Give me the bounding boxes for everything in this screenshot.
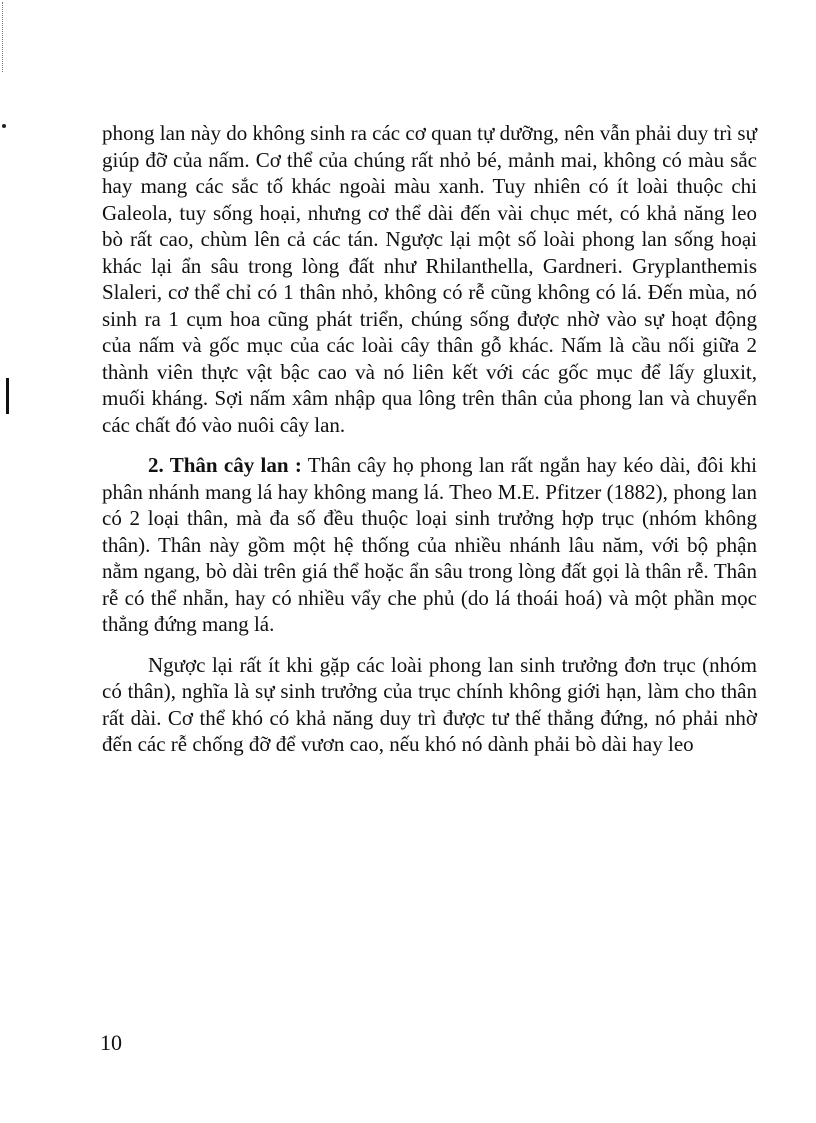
scan-edge-mark: [2, 2, 9, 72]
paragraph-2: [102, 452, 757, 638]
page-body: [102, 120, 757, 758]
page-number: 10: [100, 1030, 122, 1055]
section-heading: 2. Thân cây lan :: [148, 453, 302, 477]
paragraph-1: phong lan này do không sinh ra các cơ quan tự dưỡng, nên vẫn phải duy trì sự giúp đỡ của nấm. Cơ thể của chúng rất nhỏ bé, mảnh mai, không có màu sắc hay mang các sắc tố khác ngoài màu xanh. Tuy nhiên có ít loài thuộc chi Galeola, tuy sống hoại, nhưng cơ thể dài đến vài chục mét, có khả năng leo bò rất cao, chùm lên cả các tán. Ngược lại một số loài phong lan sống hoại khác lại ẩn sâu trong lòng đất như Rhilanthella, Gardneri. Gryplanthemis Slaleri, cơ thể chỉ có 1 thân nhỏ, không có rễ cũng không có lá. Đến mùa, nó sinh ra 1 cụm hoa cũng phát triển, chúng sống được nhờ vào sự hoạt động của nấm và gốc mục của các loài cây thân gỗ khác. Nấm là cầu nối giữa 2 thành viên thực vật bậc cao và nó liên kết với các gốc mục để lấy gluxit, muối kháng. Sợi nấm xâm nhập qua lông trên thân của phong lan và chuyển các chất đó vào nuôi cây lan.: [102, 121, 757, 437]
paragraph-3: Ngược lại rất ít khi gặp các loài phong lan sinh trưởng đơn trục (nhóm có thân), nghĩa là sự sinh trưởng của trục chính không giới hạn, làm cho thân rất dài. Cơ thể khó có khả năng duy trì được tư thế thẳng đứng, nó phải nhờ đến các rễ chống đỡ để vươn cao, nếu khó nó dành phải bò dài hay leo: [102, 652, 757, 756]
scan-dot-mark: [2, 124, 6, 128]
scan-left-bar: [6, 378, 9, 414]
paragraph-2-text: Thân cây họ phong lan rất ngắn hay kéo dài, đôi khi phân nhánh mang lá hay không mang lá. Theo M.E. Pfitzer (1882), phong lan có 2 loại thân, mà đa số đều thuộc loại sinh trưởng hợp trục (nhóm không thân). Thân này gồm một hệ thống của nhiều nhánh lâu năm, với bộ phận nằm ngang, bò dài trên giá thể hoặc ẩn sâu trong lòng đất gọi là thân rễ. Thân rễ có thể nhẵn, hay có nhiều vẩy che phủ (do lá thoái hoá) và một phần mọc thẳng đứng mang lá.: [102, 453, 757, 636]
